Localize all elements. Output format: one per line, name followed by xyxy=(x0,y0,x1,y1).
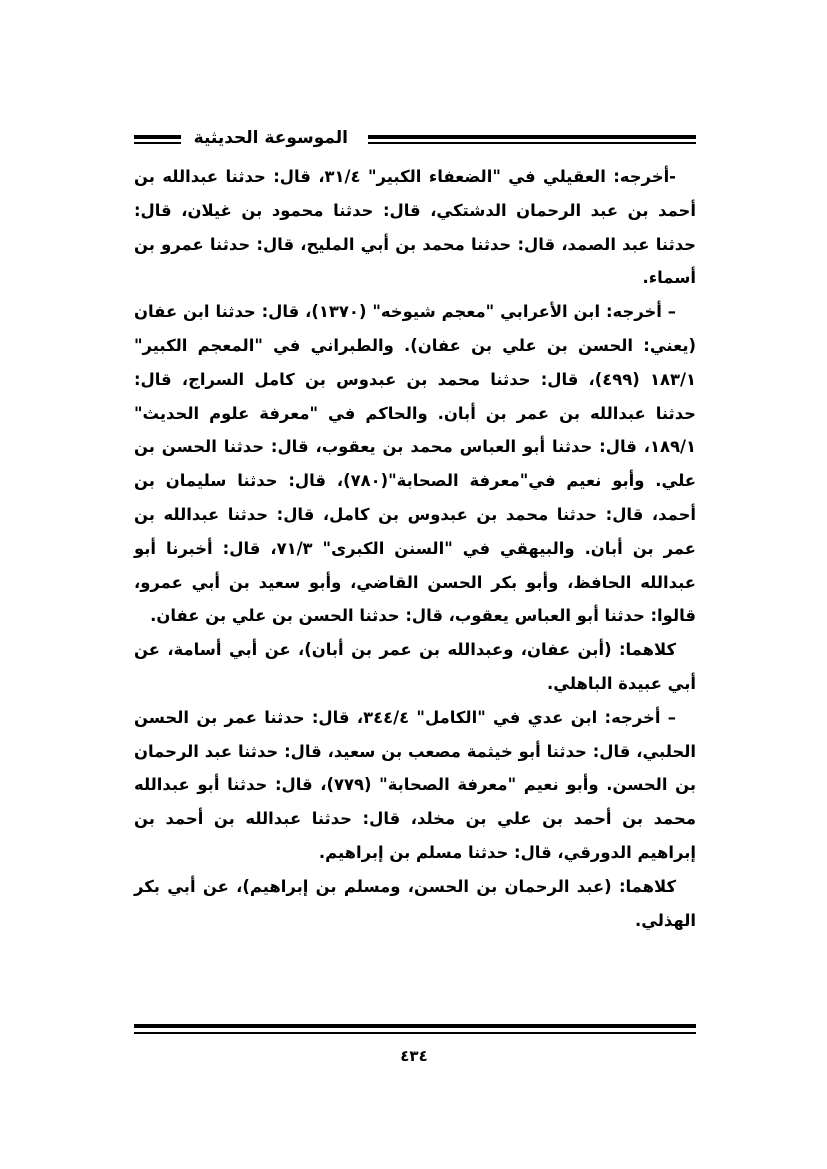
footer-rule-thick xyxy=(134,1024,696,1028)
paragraph-1: -أخرجه: العقيلي في "الضعفاء الكبير" ٣١/٤، قال: حدثنا عبدالله بن أحمد بن عبد الرحمان الدشتكي، قال: حدثنا محمود بن غيلان، قال: حدثنا عبد الصمد، قال: حدثنا محمد بن أبي المليح، قال: حدثنا عمرو بن أسماء. xyxy=(134,167,696,288)
paragraph-5: كلاهما: (عبد الرحمان بن الحسن، ومسلم بن إبراهيم)، عن أبي بكر الهذلي. xyxy=(134,876,696,930)
paragraph-3: كلاهما: (أبن عفان، وعبدالله بن عمر بن أبان)، عن أبي أسامة، عن أبي عبيدة الباهلي. xyxy=(134,640,696,693)
header-rule-left xyxy=(134,135,181,139)
paragraph-2: – أخرجه: ابن الأعرابي "معجم شيوخه" (١٣٧٠)، قال: حدثنا ابن عفان (يعني: الحسن بن علي بن عفان). والطبراني في "المعجم الكبير" ١٨٣/١ (٤٩٩)، قال: حدثنا محمد بن عبدوس بن كامل السراج، قال: حدثنا عبدالله بن عمر بن أبان. والحاكم في "معرفة علوم الحديث" ١٨٩/١، قال: حدثنا أبو العباس محمد بن يعقوب، قال: حدثنا الحسن بن علي. وأبو نعيم في"معرفة الصحابة"(٧٨٠)، قال: حدثنا سليمان بن أحمد، قال: حدثنا محمد بن عبدوس بن كامل، قال: حدثنا عبدالله بن عمر بن أبان. والبيهقي في "السنن الكبرى" ٧١/٣، قال: أخبرنا أبو عبدالله الحافظ، وأبو بكر الحسن القاضي، وأبو سعيد بن أبي عمرو، قالوا: حدثنا أبو العباس يعقوب، قال: حدثنا الحسن بن علي بن عفان. xyxy=(134,302,697,626)
running-title: الموسوعة الحديثية xyxy=(193,128,348,148)
paragraph-4: – أخرجه: ابن عدي في "الكامل" ٣٤٤/٤، قال: حدثنا عمر بن الحسن الحلبي، قال: حدثنا أبو خيثمة مصعب بن سعيد، قال: حدثنا عبد الرحمان بن الحسن. وأبو نعيم "معرفة الصحابة" (٧٧٩)، قال: حدثنا أبو عبدالله محمد بن أحمد بن علي بن مخلد، قال: حدثنا عبدالله بن أحمد بن إبراهيم الدورقي، قال: حدثنا مسلم بن إبراهيم. xyxy=(134,707,696,862)
header-rule-left-thin xyxy=(134,142,181,144)
main-text xyxy=(134,160,696,937)
header-rule-right-thin xyxy=(368,142,696,144)
footer-rule-thin xyxy=(134,1032,696,1034)
page-number: ٤٣٤ xyxy=(400,1047,428,1065)
header-rule-right xyxy=(368,135,696,139)
page-header xyxy=(134,126,696,156)
